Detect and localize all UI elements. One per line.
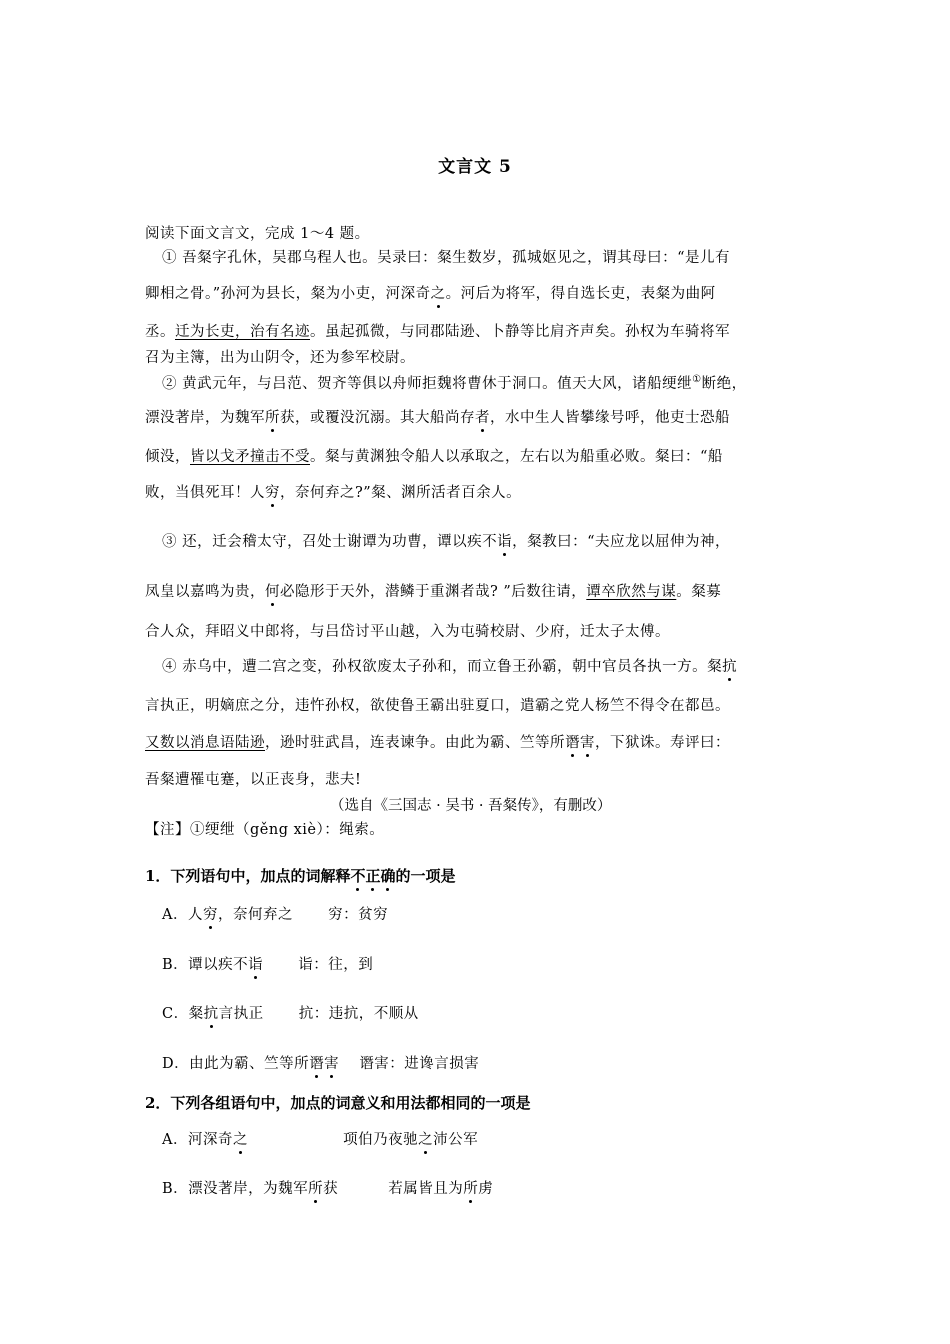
text: A．人 [162,907,203,923]
text: ，逊时驻武昌，连表谏争。由此为霸、竺等所 [265,735,565,751]
p2-line-1 [162,372,747,393]
text: ③ 还，迁会稽太守，召处士谢谭为功曹，谭以疾不 [162,534,498,550]
footnote: 【注】①绠绁（gěng xiè）：绳索。 [145,822,385,838]
text: 获 若属皆且为 [323,1181,464,1197]
dotted-word: 之 [232,1132,248,1148]
dotted-word: 正 [365,867,381,885]
footnote-marker: ① [692,374,702,386]
question-2-stem: 2．下列各组语句中，加点的词意义和用法都相同的一项是 [145,1094,531,1112]
text: ，奈何弃之?”粲、渊所活者百余人。 [280,485,522,501]
dotted-word: 所 [308,1181,324,1197]
text: B．谭以疾不 [162,957,249,973]
text: 1．下列语句中，加点的词解释 [145,867,351,885]
dotted-word: 穷 [265,485,280,501]
text: D．由此为霸、竺等所 [162,1056,310,1072]
text: 言执正 抗：违抗，不顺从 [218,1006,419,1022]
text: 。粲与黄渊独令船人以承取之，左右以为船重必败。粲曰：“船 [310,449,723,465]
text: ，奈何弃之 穷：贫穷 [217,907,389,923]
p1-line-3 [145,320,730,341]
question-1-stem [145,865,456,886]
source-citation: （选自《三国志 · 吴书 · 吾粲传》，有删改） [330,798,612,814]
p2-line-4 [145,481,521,502]
question-1-option-c[interactable] [162,1002,419,1023]
p4-line-3 [145,731,730,752]
text: 的一项是 [395,867,456,885]
dotted-word: 谮 [565,735,580,751]
question-2-option-b[interactable] [162,1177,493,1198]
text: ④ 赤乌中，遭二宫之变，孙权欲废太子孙和，而立鲁王孙霸，朝中官员各执一方。粲 [162,659,723,675]
dotted-word: 害 [580,735,595,751]
text: 谮害：进谗言损害 [339,1056,480,1072]
text: A．河深奇 [162,1132,233,1148]
dotted-word: 之 [418,1132,434,1148]
text: 项伯乃夜驰 [247,1132,419,1148]
dotted-word: 者 [475,410,490,426]
question-2-option-a[interactable] [162,1128,478,1149]
text: 断绝， [701,376,747,392]
text: 获，或覆没沉溺。其大船尚存 [280,410,475,426]
underlined-sentence: 谭卒欣然与谋 [586,584,677,600]
text: 凤皇以嘉鸣为贵， [145,584,265,600]
underlined-sentence: 又数以消息语陆逊 [145,735,265,751]
p3-line-1 [162,530,730,551]
p1-line-1: ① 吾粲字孔休，吴郡乌程人也。吴录曰：粲生数岁，孤城妪见之，谓其母曰：“是儿有 [162,250,731,266]
p4-line-2: 言执正，明嫡庶之分，违忤孙权，欲使鲁王霸出驻夏口，遣霸之党人杨竺不得令在都邑。 [145,698,730,714]
dotted-word: 谮 [309,1056,325,1072]
text: 败，当俱死耳！人 [145,485,265,501]
p2-line-3 [145,445,723,466]
p4-line-1 [162,655,737,676]
text: ，水中生人皆攀缘号呼，他吏士恐船 [490,410,730,426]
text: 必隐形于天外，潜鳞于重渊者哉? ”后数往请， [280,584,587,600]
dotted-word: 抗 [722,659,738,675]
text: C．粲 [162,1006,204,1022]
text: ，下狱诛。寿评曰： [595,735,730,751]
page-title: 文言文 5 [438,157,512,177]
text: 。虽起孤微，与同郡陆逊、卜静等比肩齐声矣。孙权为车骑将军 [310,324,730,340]
text: 沛公军 [433,1132,479,1148]
dotted-word: 不 [350,867,366,885]
p4-line-4: 吾粲遭罹屯蹇，以正丧身，悲夫! [145,772,362,788]
text: ，粲教曰：“夫应龙以屈伸为神， [512,534,731,550]
text: 卿相之骨。”孙河为县长，粲为小吏，河深奇 [145,286,431,302]
text: 漂没著岸，为魏军 [145,410,265,426]
text: 虏 [478,1181,494,1197]
dotted-word: 何 [265,584,280,600]
dotted-word: 所 [463,1181,479,1197]
dotted-word: 确 [380,867,396,885]
dotted-word: 抗 [203,1006,219,1022]
p2-line-2 [145,406,730,427]
underlined-sentence: 皆以戈矛撞击不受 [190,449,310,465]
dotted-word: 诣 [497,534,513,550]
text: 丞。 [145,324,175,340]
text: 。河后为将军，得自选长吏，表粲为曲阿 [445,286,716,302]
p3-line-2 [145,580,721,601]
text: 倾没， [145,449,190,465]
question-1-option-d[interactable] [162,1052,479,1073]
text: 诣：往，到 [263,957,374,973]
text: ② 黄武元年，与吕范、贺齐等俱以舟师拒魏将曹休于洞口。值天大风，诸船绠绁 [162,376,693,392]
intro-instruction: 阅读下面文言文，完成 1～4 题。 [145,226,370,242]
p1-line-4: 召为主簿，出为山阴令，还为参军校尉。 [145,350,415,366]
dotted-word: 害 [324,1056,340,1072]
dotted-word: 穷 [202,907,218,923]
text: 。粲募 [676,584,722,600]
question-1-option-a[interactable] [162,903,388,924]
underlined-sentence: 迁为长吏，治有名迹 [175,324,310,340]
p3-line-3: 合人众，拜昭义中郎将，与吕岱讨平山越，入为屯骑校尉、少府，迁太子太傅。 [145,624,670,640]
text: B．漂没著岸，为魏军 [162,1181,309,1197]
dotted-word: 诣 [248,957,264,973]
dotted-word: 所 [265,410,280,426]
dotted-word: 之 [430,286,446,302]
p1-line-2 [145,282,716,303]
question-1-option-b[interactable] [162,953,373,974]
